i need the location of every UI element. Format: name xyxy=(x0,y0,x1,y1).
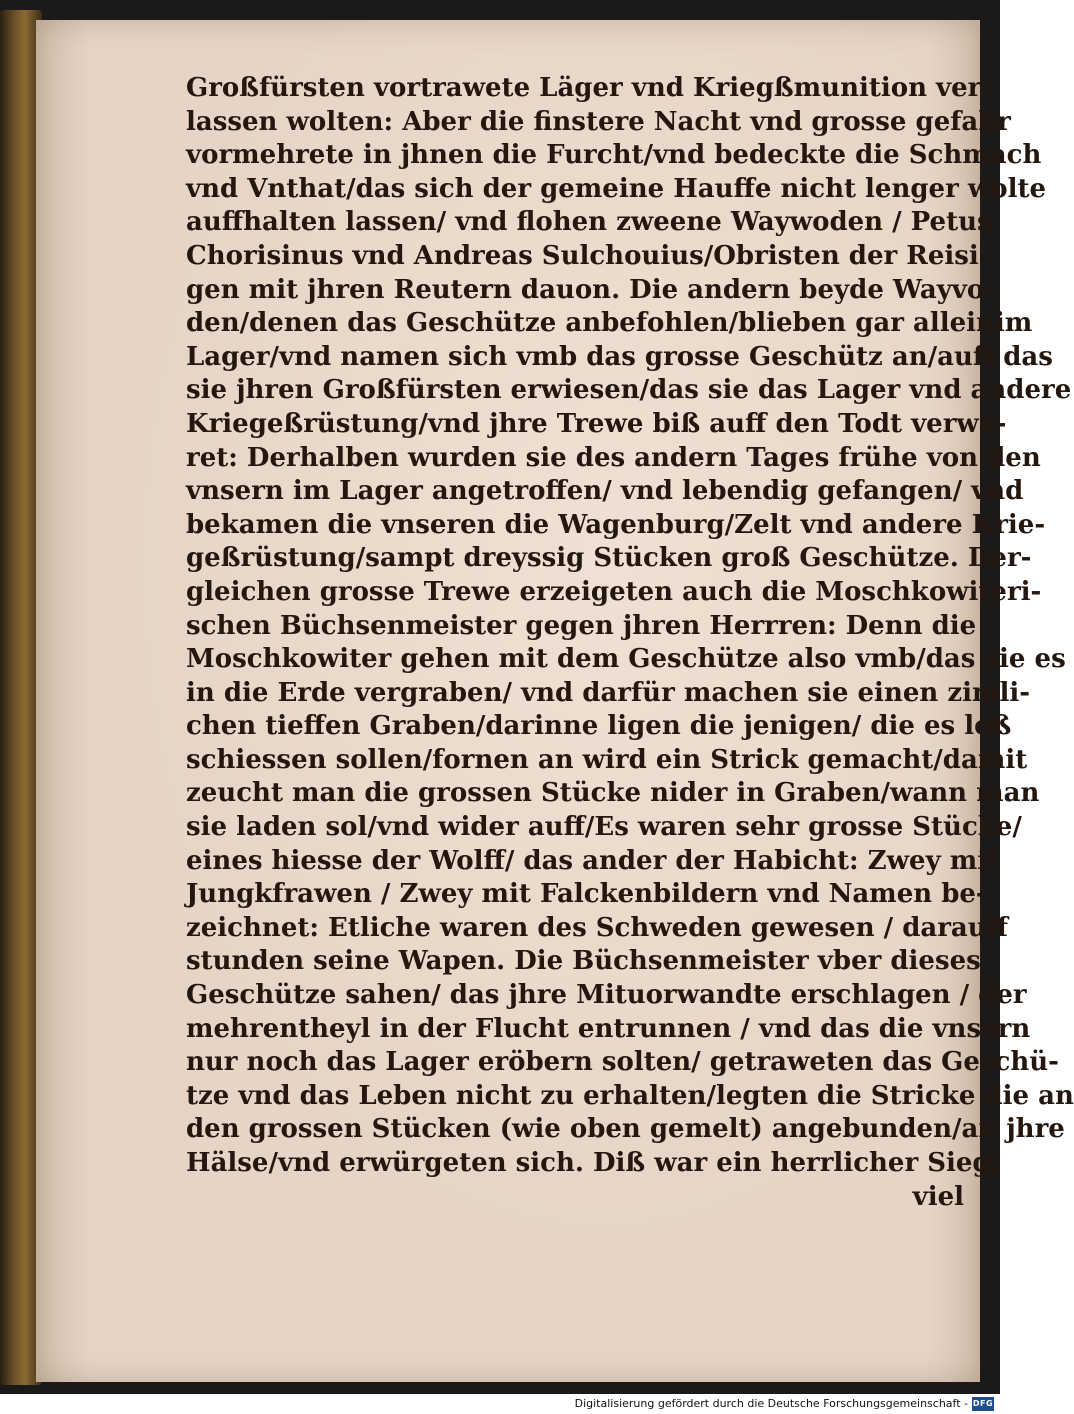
text-line: Lager/vnd namen sich vmb das grosse Geschütz an/auff das xyxy=(186,341,1053,372)
text-line: gen mit jhren Reutern dauon. Die andern beyde Wayvo- xyxy=(186,274,996,305)
text-line: schiessen sollen/fornen an wird ein Strick gemacht/damit xyxy=(186,744,1028,775)
text-line: chen tieffen Graben/darinne ligen die jenigen/ die es loß xyxy=(186,711,1012,742)
catchword: viel xyxy=(912,1181,964,1212)
text-line: lassen wolten: Aber die finstere Nacht vnd grosse gefahr xyxy=(186,106,1011,137)
text-line: vnsern im Lager angetroffen/ vnd lebendig gefangen/ vnd xyxy=(186,476,1024,507)
text-line: auffhalten lassen/ vnd flohen zweene Waywoden / Petus xyxy=(186,207,992,238)
text-line: gleichen grosse Trewe erzeigeten auch die Moschkowiteri- xyxy=(186,576,1042,607)
text-line: vnd Vnthat/das sich der gemeine Hauffe nicht lenger wolte xyxy=(186,173,1046,204)
text-line: den grossen Stücken (wie oben gemelt) angebunden/an jhre xyxy=(186,1114,1065,1145)
text-line: ret: Derhalben wurden sie des andern Tages frühe von den xyxy=(186,442,1041,473)
dfg-logo-icon: DFG xyxy=(972,1397,994,1411)
text-line: sie jhren Großfürsten erwiesen/das sie das Lager vnd andere xyxy=(186,375,1072,406)
text-line: Großfürsten vortrawete Läger vnd Kriegßmunition ver- xyxy=(186,73,993,103)
text-line: nur noch das Lager eröbern solten/ getraweten das Geschü- xyxy=(186,1047,1059,1078)
text-line: bekamen die vnseren die Wagenburg/Zelt vnd andere Krie- xyxy=(186,509,1046,540)
text-line: eines hiesse der Wolff/ das ander der Habicht: Zwey mit xyxy=(186,845,1000,876)
text-line: in die Erde vergraben/ vnd darfür machen sie einen zimli- xyxy=(186,677,1031,708)
text-line: Jungkfrawen / Zwey mit Falckenbildern vnd Namen be- xyxy=(186,879,987,910)
text-line: schen Büchsenmeister gegen jhren Herrren: Denn die xyxy=(186,610,977,641)
text-line: Moschkowiter gehen mit dem Geschütze also vmb/das sie es xyxy=(186,644,1066,675)
text-line: tze vnd das Leben nicht zu erhalten/legten die Stricke die an xyxy=(186,1080,1074,1111)
text-line: vormehrete in jhnen die Furcht/vnd bedeckte die Schmach xyxy=(186,140,1042,171)
text-line: Geschütze sahen/ das jhre Mituorwandte erschlagen / der xyxy=(186,980,1027,1011)
page-text-block xyxy=(186,72,1074,1214)
text-line: stunden seine Wapen. Die Büchsenmeister vber dieses xyxy=(186,946,981,977)
text-line: zeichnet: Etliche waren des Schweden gewesen / darauff xyxy=(186,912,1009,943)
funding-credit: Digitalisierung gefördert durch die Deutsche Forschungsgemeinschaft - xyxy=(574,1397,968,1410)
text-line: zeucht man die grossen Stücke nider in Graben/wann man xyxy=(186,778,1040,809)
text-line: mehrentheyl in der Flucht entrunnen / vnd das die vnsern xyxy=(186,1013,1031,1044)
text-line: den/denen das Geschütze anbefohlen/blieben gar alleinim xyxy=(186,308,1033,339)
text-line: Hälse/vnd erwürgeten sich. Diß war ein herrlicher Sieg/ xyxy=(186,1148,1001,1178)
text-line: Chorisinus vnd Andreas Sulchouius/Obristen der Reisi- xyxy=(186,240,990,271)
footer-bar xyxy=(0,1394,1000,1414)
text-line: sie laden sol/vnd wider auff/Es waren sehr grosse Stücke/ xyxy=(186,812,1022,843)
text-line: Kriegeßrüstung/vnd jhre Trewe biß auff den Todt verwa- xyxy=(186,408,1007,439)
text-line: geßrüstung/sampt dreyssig Stücken groß Geschütze. Der- xyxy=(186,543,1032,574)
